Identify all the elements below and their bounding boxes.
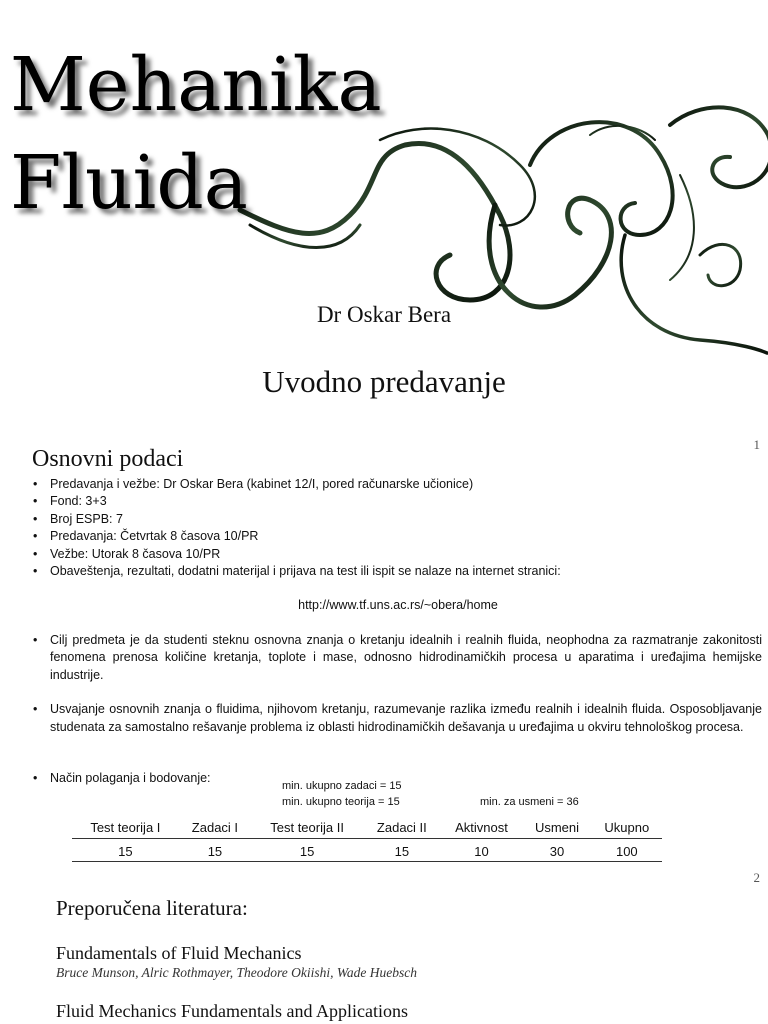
table-header: Test teorija I — [72, 818, 179, 839]
table-cell: 15 — [363, 839, 441, 862]
grading-label: • Način polaganja i bodovanje: — [33, 771, 211, 785]
presentation-title-line1: Mehanika — [10, 42, 382, 128]
literature-heading: Preporučena literatura: — [56, 896, 248, 920]
book-title: Fluid Mechanics Fundamentals and Applications — [56, 1001, 408, 1021]
course-outcome-paragraph: • Usvajanje osnovnih znanja o fluidima, njihovom kretanju, razumevanje razlika između realnih i idealnih fluida. Osposobljavanje studenata za samostalno rešavanje problema iz oblasti hidrodinamičkih dešavanja u uređajima u okviru tehnološkog procesa. — [32, 701, 762, 736]
page-number-1: 1 — [753, 437, 760, 452]
grading-table — [72, 818, 662, 862]
goals-list — [32, 632, 762, 736]
author-name: Dr Oskar Bera — [316, 302, 452, 327]
presentation-title-line2: Fluida — [10, 140, 248, 226]
table-cell: 100 — [592, 839, 662, 862]
course-goal-paragraph: • Cilj predmeta je da studenti steknu osnovna znanja o kretanju idealnih i realnih fluida, neophodna za razmatranje zakonitosti fenomena prenosa količine kretanja, toplote i mase, odnosno hidrodinamičkih procesa u aparatima i uređajima hemijske industrije. — [32, 632, 762, 684]
info-item: • Predavanja: Četvrtak 8 časova 10/PR — [32, 528, 762, 545]
table-cell: 15 — [179, 839, 251, 862]
info-item: • Obaveštenja, rezultati, dodatni materijal i prijava na test ili ispit se nalaze na internet stranici: — [32, 563, 762, 580]
table-cell: 15 — [251, 839, 363, 862]
min-teorija-note: min. ukupno teorija = 15 — [282, 796, 400, 808]
table-cell: 30 — [522, 839, 591, 862]
info-item: • Broj ESPB: 7 — [32, 511, 762, 528]
info-item: • Fond: 3+3 — [32, 493, 762, 510]
table-cell: 10 — [441, 839, 523, 862]
min-usmeni-note: min. za usmeni = 36 — [480, 796, 579, 808]
info-item: • Vežbe: Utorak 8 časova 10/PR — [32, 546, 762, 563]
table-cell: 15 — [72, 839, 179, 862]
info-list — [32, 476, 762, 580]
table-header: Zadaci II — [363, 818, 441, 839]
section-heading-osnovni-podaci: Osnovni podaci — [32, 446, 184, 472]
course-website-link[interactable]: http://www.tf.uns.ac.rs/~obera/home — [298, 598, 498, 612]
table-header: Usmeni — [522, 818, 591, 839]
book-title: Fundamentals of Fluid Mechanics — [56, 943, 302, 963]
min-zadaci-note: min. ukupno zadaci = 15 — [282, 780, 402, 792]
info-item: • Predavanja i vežbe: Dr Oskar Bera (kabinet 12/I, pored računarske učionice) — [32, 476, 762, 493]
table-header-row — [72, 818, 662, 839]
book-authors: Bruce Munson, Alric Rothmayer, Theodore Okiishi, Wade Huebsch — [56, 965, 417, 980]
page-number-2: 2 — [753, 870, 760, 885]
table-header: Aktivnost — [441, 818, 523, 839]
table-header: Zadaci I — [179, 818, 251, 839]
table-header: Ukupno — [592, 818, 662, 839]
table-header: Test teorija II — [251, 818, 363, 839]
presentation-subtitle: Uvodno predavanje — [262, 364, 506, 399]
table-row — [72, 839, 662, 862]
